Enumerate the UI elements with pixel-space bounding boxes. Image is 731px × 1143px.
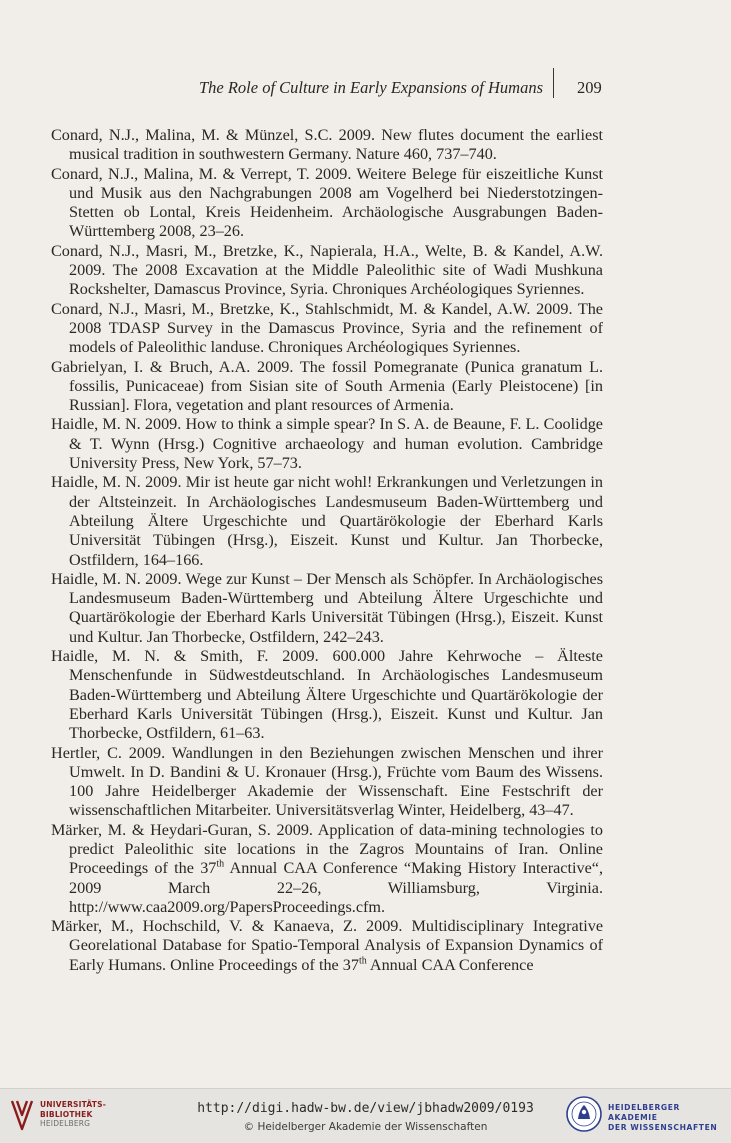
reference-entry: Hertler, C. 2009. Wandlungen in den Beziehungen zwischen Menschen und ihrer Umwelt. In D. Bandini & U. Kronauer (Hrsg.), Früchte vom Baum des Wissens. 100 Jahre Heidelberger Akademie der Wissenschaft. Eine Festschrift der wissenschaftlichen Mitarbeiter. Universitätsverlag Winter, Heidelberg, 43–47. <box>51 743 603 820</box>
reference-list <box>51 126 603 975</box>
reference-entry: Conard, N.J., Malina, M. & Verrept, T. 2009. Weitere Belege für eiszeitliche Kunst und Musik aus den Nachgrabungen 2008 am Vogelherd bei Niederstotzingen-Stetten ob Lontal, Kreis Heidenheim. Archäologische Ausgrabungen Baden-Württemberg 2008, 23–26. <box>51 164 603 241</box>
reference-entry: Märker, M., Hochschild, V. & Kanaeva, Z. 2009. Multidisciplinary Integrative Georelational Database for Spatio-Temporal Analysis of Expansion Dynamics of Early Humans. Online Proceedings of the 37th Annual CAA Conference <box>51 917 603 974</box>
academy-name: HEIDELBERGER AKADEMIE DER WISSENSCHAFTEN <box>608 1103 718 1132</box>
header-divider <box>553 68 554 98</box>
reference-entry: Haidle, M. N. & Smith, F. 2009. 600.000 Jahre Kehrwoche – Älteste Menschenfunde in Südwestdeutschland. In Archäologisches Landesmuseum Baden-Württemberg und Abteilung Ältere Urgeschichte und Quartärökologie der Eberhard Karls Universität Tübingen (Hrsg.), Eiszeit. Kunst und Kultur. Jan Thorbecke, Ostfildern, 61–63. <box>51 647 603 743</box>
reference-entry: Conard, N.J., Masri, M., Bretzke, K., Stahlschmidt, M. & Kandel, A.W. 2009. The 2008 TDASP Survey in the Damascus Province, Syria and the refinement of models of Paleolithic landuse. Chroniques Archéologiques Syriennes. <box>51 299 603 357</box>
running-header <box>0 76 731 102</box>
reference-entry: Conard, N.J., Malina, M. & Münzel, S.C. 2009. New flutes document the earliest musical tradition in southwestern Germany. Nature 460, 737–740. <box>51 126 603 164</box>
permalink[interactable]: http://digi.hadw-bw.de/view/jbhadw2009/0193 <box>197 1101 534 1116</box>
reference-entry: Gabrielyan, I. & Bruch, A.A. 2009. The fossil Pomegranate (Punica granatum L. fossilis, Punicaceae) from Sisian site of South Armenia (Early Pleistocene) [in Russian]. Flora, vegetation and plant resources of Armenia. <box>51 357 603 415</box>
reference-entry: Märker, M. & Heydari-Guran, S. 2009. Application of data-mining technologies to predict Paleolithic site locations in the Zagros Mountains of Iran. Online Proceedings of the 37th Annual CAA Conference “Making History Interactive“, 2009 March 22–26, Williamsburg, Virginia. http://www.caa2009.org/PapersProceedings.cfm. <box>51 820 603 916</box>
academy-seal-icon[interactable] <box>565 1095 603 1133</box>
copyright-notice: © Heidelberger Akademie der Wissenschaften <box>243 1121 488 1133</box>
library-name: UNIVERSITÄTS- BIBLIOTHEK HEIDELBERG <box>40 1100 107 1128</box>
digitization-footer <box>0 1088 731 1143</box>
running-title: The Role of Culture in Early Expansions of Humans <box>198 78 543 97</box>
page-number: 209 <box>577 78 602 97</box>
reference-entry: Haidle, M. N. 2009. Wege zur Kunst – Der Mensch als Schöpfer. In Archäologisches Landesmuseum Baden-Württemberg und Abteilung Ältere Urgeschichte und Quartärökologie der Eberhard Karls Universität Tübingen (Hrsg.), Eiszeit. Kunst und Kultur. Jan Thorbecke, Ostfildern, 242–243. <box>51 569 603 646</box>
reference-entry: Haidle, M. N. 2009. How to think a simple spear? In S. A. de Beaune, F. L. Coolidge & T. Wynn (Hrsg.) Cognitive archaeology and human evolution. Cambridge University Press, New York, 57–73. <box>51 415 603 473</box>
reference-entry: Conard, N.J., Masri, M., Bretzke, K., Napierala, H.A., Welte, B. & Kandel, A.W. 2009. The 2008 Excavation at the Middle Paleolithic site of Wadi Mushkuna Rockshelter, Damascus Province, Syria. Chroniques Archéologiques Syriennes. <box>51 241 603 299</box>
reference-entry: Haidle, M. N. 2009. Mir ist heute gar nicht wohl! Erkrankungen und Verletzungen in der Altsteinzeit. In Archäologisches Landesmuseum Baden-Württemberg und Abteilung Ältere Urgeschichte und Quartärökologie der Eberhard Karls Universität Tübingen (Hrsg.), Eiszeit. Kunst und Kultur. Jan Thorbecke, Ostfildern, 164–166. <box>51 473 603 569</box>
